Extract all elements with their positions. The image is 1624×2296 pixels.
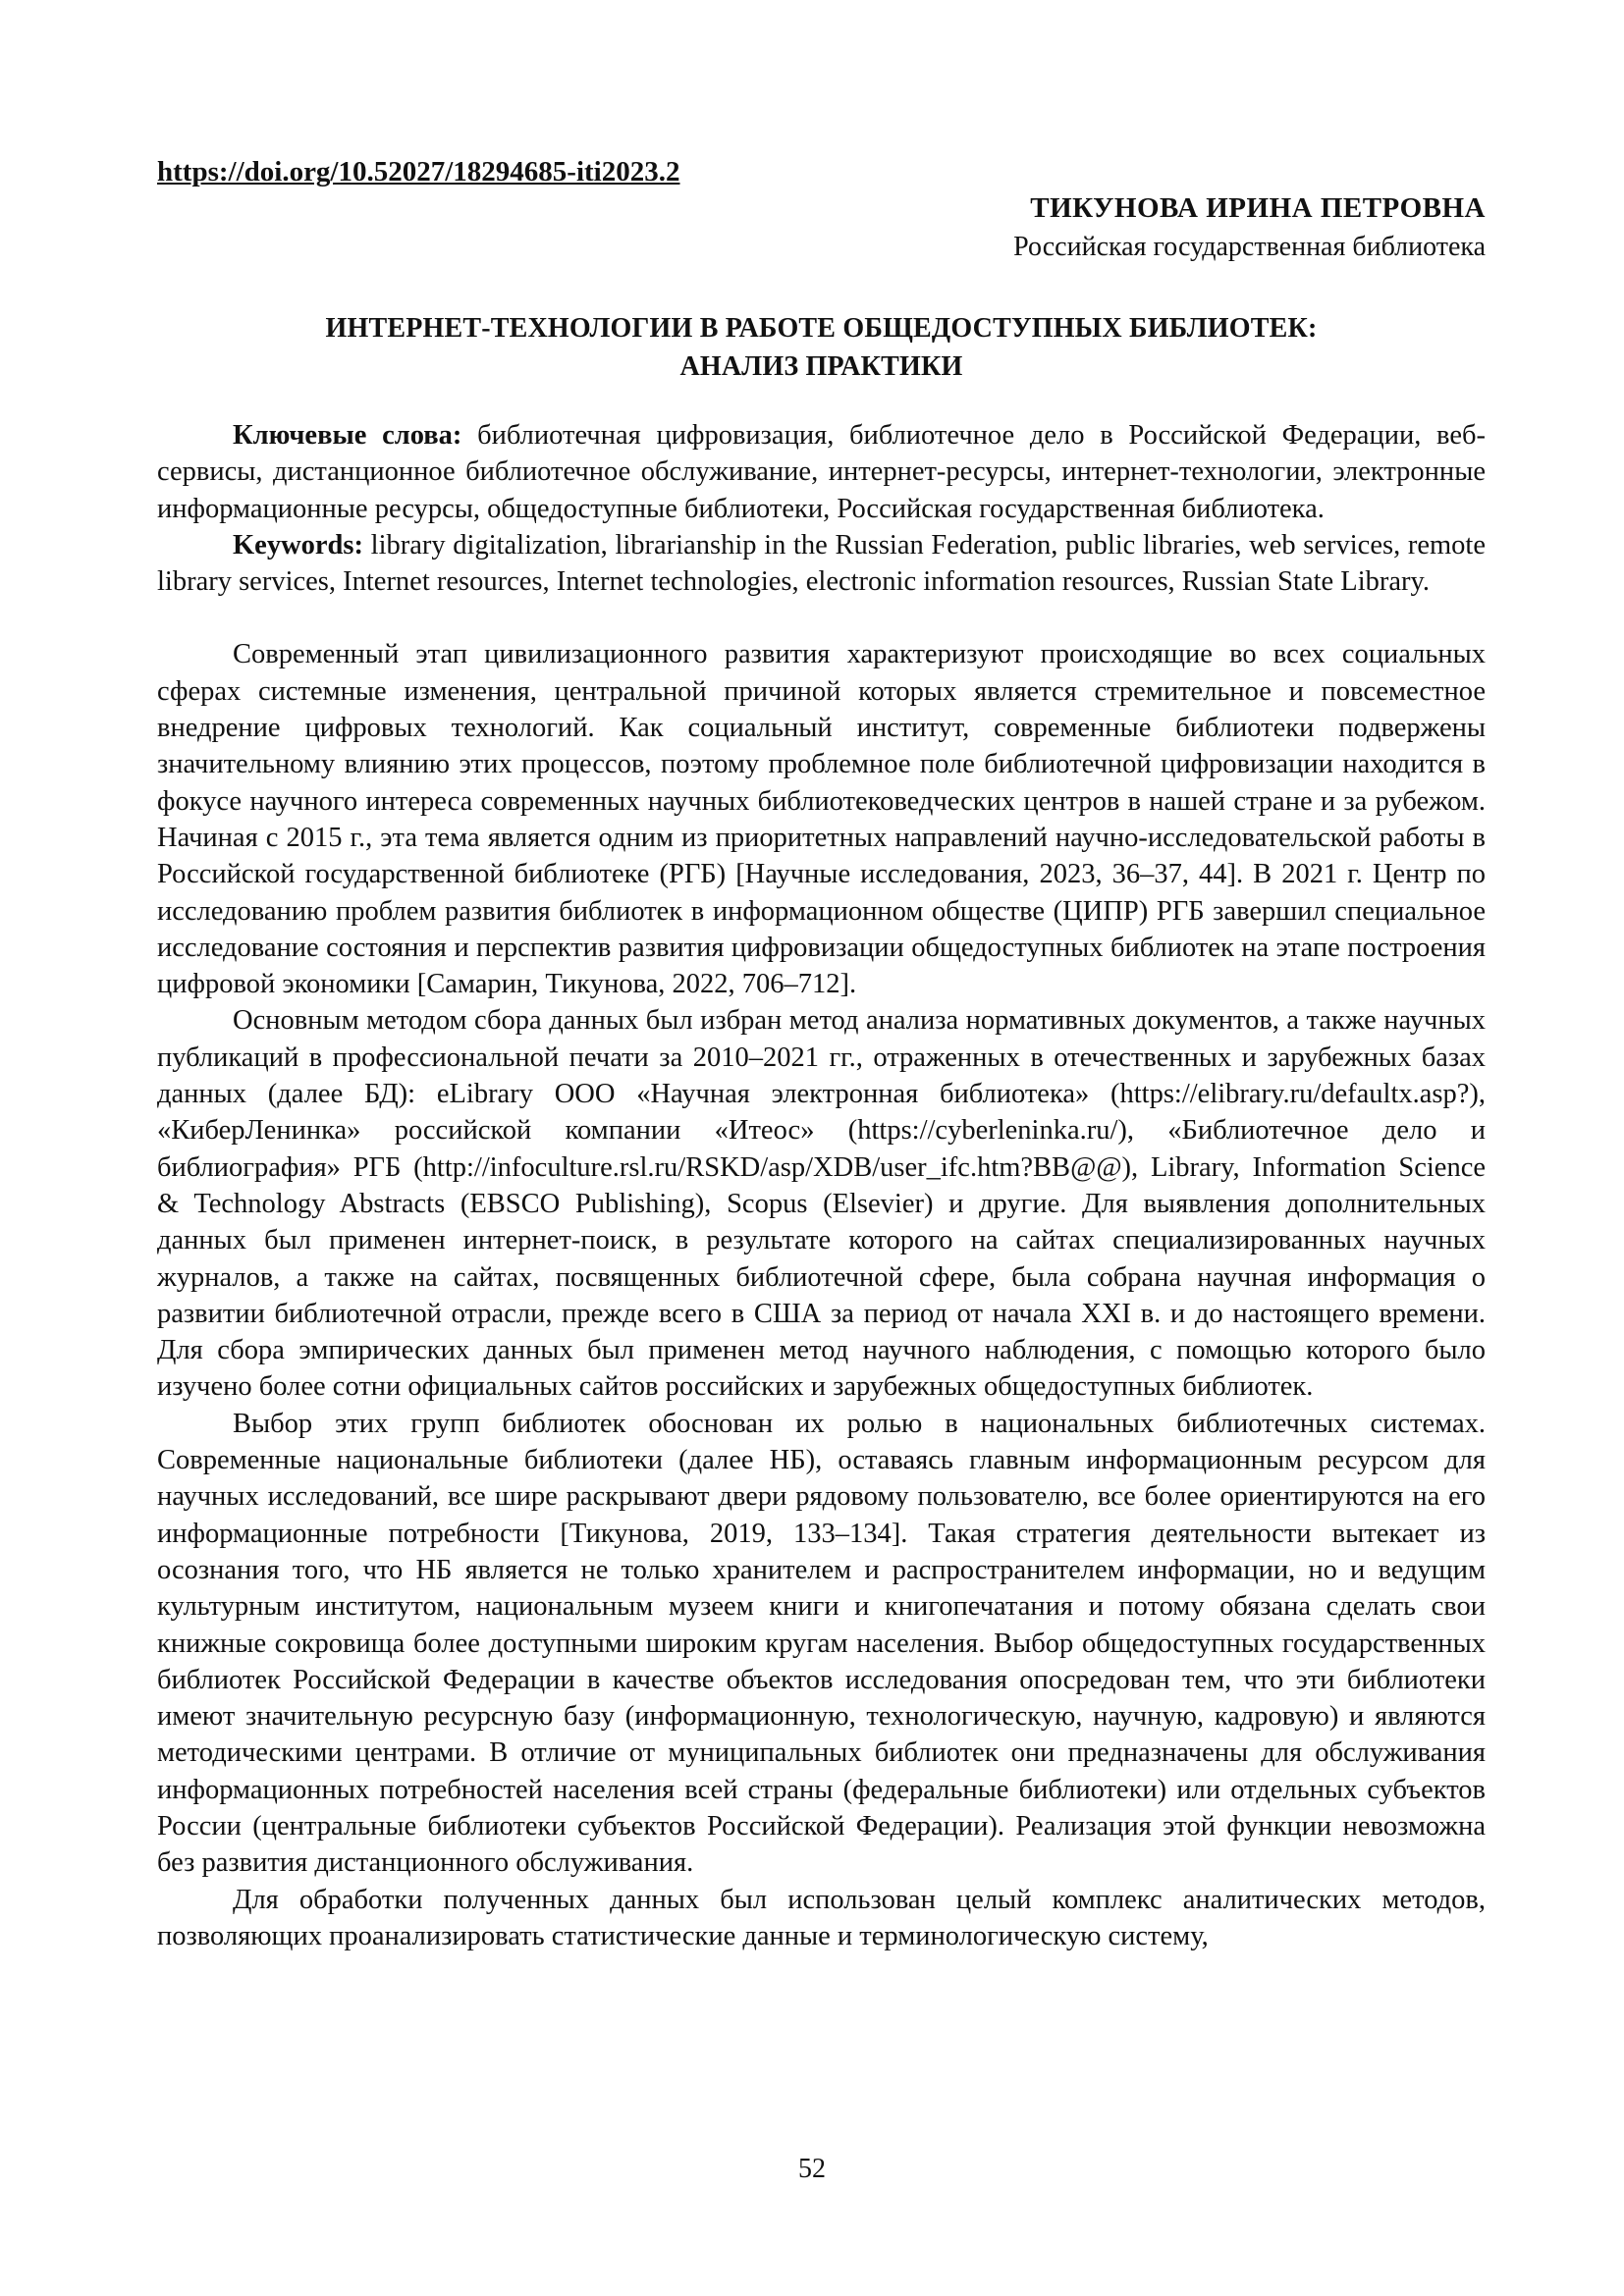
article-page — [157, 155, 1486, 1954]
keywords-section — [157, 417, 1486, 600]
title-line-1: ИНТЕРНЕТ-ТЕХНОЛОГИИ В РАБОТЕ ОБЩЕДОСТУПНЫХ БИБЛИОТЕК: — [325, 313, 1318, 344]
article-body — [157, 636, 1486, 1954]
page-number: 52 — [798, 2154, 826, 2184]
doi-link[interactable]: https://doi.org/10.52027/18294685-iti2023.2 — [157, 156, 680, 187]
body-paragraph: Выбор этих групп библиотек обоснован их ролью в национальных библиотечных системах. Современные национальные библиотеки (далее НБ), оставаясь главным информационным ресурсом для научных исследований, все шире раскрывают двери рядовому пользователю, все более ориентируются на его информационные потребности [Тикунова, 2019, 133–134]. Такая стратегия деятельности вытекает из осознания того, что НБ является не только хранителем и распространителем информации, но и ведущим культурным институтом, национальным музеем книги и книгопечатания и потому обязана сделать свои книжные сокровища более доступными широким кругам населения. Выбор общедоступных государственных библиотек Российской Федерации в качестве объектов исследования опосредован тем, что эти библиотеки имеют значительную ресурсную базу (информационную, технологическую, научную, кадровую) и являются методическими центрами. В отличие от муниципальных библиотек они предназначены для обслуживания информационных потребностей населения всей страны (федеральные библиотеки) или отдельных субъектов России (центральные библиотеки субъектов Российской Федерации). Реализация этой функции невозможна без развития дистанционного обслуживания. — [157, 1408, 1486, 1879]
keywords-ru-label: Ключевые слова: — [233, 420, 462, 451]
keywords-en-label: Keywords: — [233, 529, 363, 561]
keywords-ru-text: библиотечная цифровизация, библиотечное дело в Российской Федерации, веб-сервисы, дистанционное библиотечное обслуживание, интернет-ресурсы, интернет-технологии, электронные информационные ресурсы, общедоступные библиотеки, Российская государственная библиотека. — [157, 420, 1486, 524]
title-line-2: АНАЛИЗ ПРАКТИКИ — [679, 351, 963, 382]
author-name: ТИКУНОВА ИРИНА ПЕТРОВНА — [1030, 192, 1486, 224]
keywords-en-text: library digitalization, librarianship in the Russian Federation, public libraries, web services, remote library services, Internet resources, Internet technologies, electronic information resources, Russian State Library. — [157, 529, 1486, 598]
body-paragraph: Основным методом сбора данных был избран метод анализа нормативных документов, а также научных публикаций в профессиональной печати за 2010–2021 гг., отраженных в отечественных и зарубежных базах данных (далее БД): eLibrary ООО «Научная электронная библиотека» (https://elibrary.ru/defaultx.asp?), «КиберЛенинка» российской компании «Итеос» (https://cyberleninka.ru/), «Библиотечное дело и библиография» РГБ (http://infoculture.rsl.ru/RSKD/asp/XDB/user_ifc.htm?BB@@), Library, Information Science & Technology Abstracts (EBSCO Publishing), Scopus (Elsevier) и другие. Для выявления дополнительных данных был применен интернет-поиск, в результате которого на сайтах специализированных научных журналов, а также на сайтах, посвященных библиотечной сфере, была собрана научная информация о развитии библиотечной отрасли, прежде всего в США за период от начала XXI в. и до настоящего времени. Для сбора эмпирических данных был применен метод научного наблюдения, с помощью которого было изучено более сотни официальных сайтов российских и зарубежных общедоступных библиотек. — [157, 1005, 1486, 1403]
author-block — [157, 188, 1486, 267]
keywords-en — [157, 527, 1486, 601]
author-affiliation: Российская государственная библиотека — [1013, 232, 1486, 262]
body-paragraph: Современный этап цивилизационного развития характеризуют происходящие во всех социальных сферах системные изменения, центральной причиной которых является стремительное и повсеместное внедрение цифровых технологий. Как социальный институт, современные библиотеки подвержены значительному влиянию этих процессов, поэтому проблемное поле библиотечной цифровизации находится в фокусе научного интереса современных научных библиотековедческих центров в нашей стране и за рубежом. Начиная с 2015 г., эта тема является одним из приоритетных направлений научно-исследовательской работы в Российской государственной библиотеке (РГБ) [Научные исследования, 2023, 36–37, 44]. В 2021 г. Центр по исследованию проблем развития библиотек в информационном обществе (ЦИПР) РГБ завершил специальное исследование состояния и перспектив развития цифровизации общедоступных библиотек на этапе построения цифровой экономики [Самарин, Тикунова, 2022, 706–712]. — [157, 639, 1486, 1000]
keywords-ru — [157, 417, 1486, 527]
body-paragraph: Для обработки полученных данных был использован целый комплекс аналитических методов, позволяющих проанализировать статистические данные и терминологическую систему, — [157, 1884, 1486, 1951]
article-title — [157, 309, 1486, 386]
